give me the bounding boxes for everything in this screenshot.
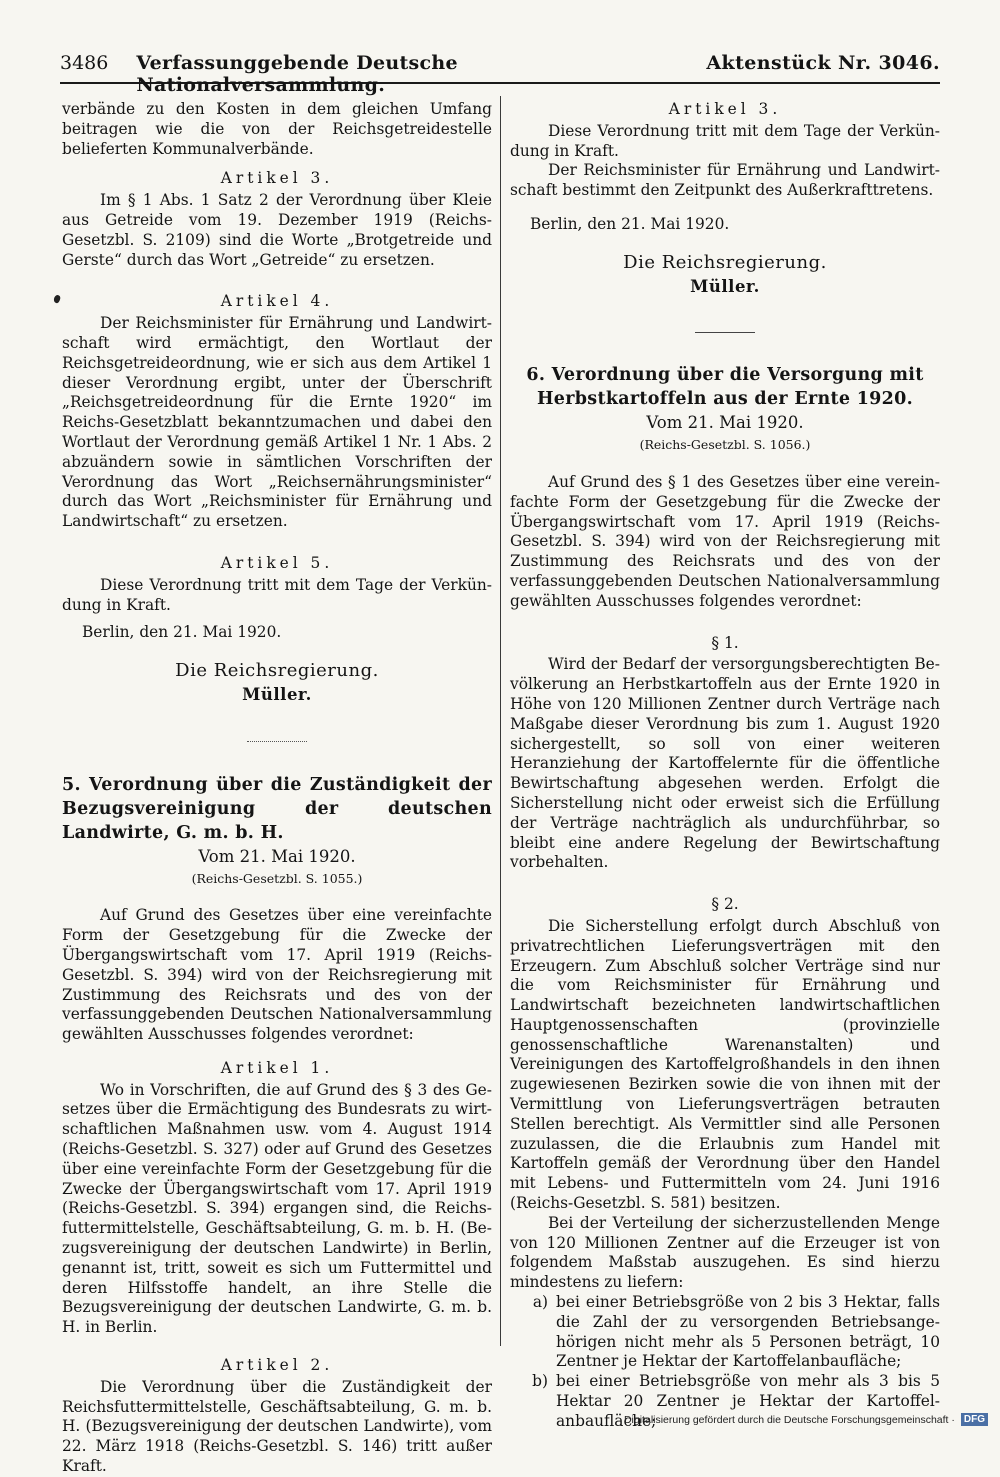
- page-number: 3486: [60, 52, 109, 74]
- article-text: Der Reichsminister für Ernährung und Landwirtschaft wird ermächtigt, den Wortlaut der Reichsgetreideordnung, wie er sich aus dem Artikel 1 dieser Verordnung ergibt, unter der Überschrift „Reichsgetreideordnung für die Ernte 1920“ im Reichs-Gesetzblatt bekanntzumachen und dabei den Wortlaut der Verordnung gemäß Artikel 1 Nr. 1 Abs. 2 abzuändern sowie in sämtlichen Vorschriften der Verordnung das Wort „Reichsernährungsminister“ durch das Wort „Reichsminister für Ernährung und Landwirtschaft“ zu ersetzen.: [62, 314, 492, 531]
- list-item-label: b): [532, 1372, 548, 1391]
- section-date: Vom 21. Mai 1920.: [198, 846, 356, 866]
- gazette-reference: (Reichs-Gesetzbl. S. 1055.): [191, 870, 363, 886]
- paragraph-text: Bei der Verteilung der sicherzustellenden Menge von 120 Millionen Zentner auf die Erzeuger ist von folgendem Maßstab auszugehen. Es sind hierzu mindestens zu liefern:: [510, 1213, 940, 1292]
- paragraph-heading: § 2.: [711, 895, 739, 914]
- article-heading: Artikel 4.: [220, 292, 334, 311]
- article-text: Im § 1 Abs. 1 Satz 2 der Verordnung über Kleie aus Getreide vom 19. Dezember 1919 (Reichs-Gesetzbl. S. 2109) sind die Worte „Brotgetreide und Gerste“ durch das Wort „Getreide“ zu ersetzen.: [62, 191, 492, 269]
- date-line: Berlin, den 21. Mai 1920.: [82, 623, 282, 642]
- list-item: [510, 1293, 940, 1372]
- article-text: Diese Verordnung tritt mit dem Tage der Verkündung in Kraft.: [510, 121, 940, 160]
- article-text: Diese Verordnung tritt mit dem Tage der Verkündung in Kraft.: [62, 575, 492, 614]
- section-title: 5. Verordnung über die Zuständigkeit der Bezugsvereinigung der deutschen Landwirte, G. m. b. H.: [62, 774, 492, 843]
- list-item-text: bei einer Betriebsgröße von mehr als 3 bis 5 Hektar 20 Zentner je Hektar der Kartoffelanbaufläche;: [556, 1372, 940, 1430]
- continuation-text: verbände zu den Kosten in dem gleichen Umfang beitragen wie die von der Reichsgetreidestelle belieferten Kommunalverbände.: [62, 100, 492, 158]
- page-header: [60, 52, 940, 96]
- article-text: Die Verordnung über die Zuständigkeit der Reichsfuttermittelstelle, Geschäftsabteilung, G. m. b. H. (Bezugsvereinigung der deutschen Landwirte), vom 22. März 1918 (Reichs-Gesetzbl. S. 146) tritt außer Kraft.: [62, 1377, 492, 1476]
- paragraph-text: Die Sicherstellung erfolgt durch Abschluß von privatrechtlichen Lieferungsverträgen mit den Erzeugern. Zum Abschluß solcher Verträge sind nur die vom Reichsminister für Ernährung und Landwirtschaft bezeichneten landwirtschaftlichen Hauptgenossenschaften (provinzielle genossenschaftliche Warenanstalten) und Vereinigungen des Kartoffelgroßhandels in den ihnen zugewiesenen Bezirken sowie die von ihnen mit der Vermittlung von Lieferungsverträgen betrauten Stellen berechtigt. Als Vermittler sind alle Personen zuzulassen, die die Erlaubnis zum Handel mit Kartoffeln gemäß der Verordnung über den Handel mit Lebens- und Futtermitteln vom 24. Juni 1916 (Reichs-Gesetzbl. S. 581) besitzen.: [510, 916, 940, 1213]
- signatory: Müller.: [242, 684, 312, 704]
- dfg-logo: DFG: [961, 1413, 988, 1426]
- footer-text: Digitalisierung gefördert durch die Deutsche Forschungsgemeinschaft ·: [623, 1413, 955, 1426]
- paragraph-text: Wird der Bedarf der versorgungsberechtigten Bevölkerung an Herbstkartoffeln aus der Ernte 1920 in Höhe von 120 Millionen Zentner durch Verträge nach Maßgabe dieser Verordnung bis zum 1. August 1920 sichergestellt, so soll von einer weiteren Heranziehung der Kartoffelernte für die öffentliche Bewirtschaftung abgesehen werden. Erfolgt die Sicherstellung nicht oder erweist sich die Erfüllung der Verträge nachträglich als undurchführbar, so bleibt eine andere Regelung der Bewirtschaftung vorbehalten.: [510, 655, 940, 872]
- list-item-text: bei einer Betriebsgröße von 2 bis 3 Hektar, falls die Zahl der zu versorgenden Betriebsangehörigen nicht mehr als 5 Personen beträgt, 10 Zentner je Hektar der Kartoffelanbaufläche;: [556, 1293, 940, 1371]
- article-text: Wo in Vorschriften, die auf Grund des § 3 des Gesetzes über die Ermächtigung des Bundesrats zu wirtschaftlichen Maßnahmen usw. vom 4. August 1914 (Reichs-Gesetzbl. S. 327) oder auf Grund des Gesetzes über eine vereinfachte Form der Gesetzgebung für die Zwecke der Übergangswirtschaft vom 17. April 1919 (Reichs-Gesetzbl. S. 394) ergangen sind, die Reichsfuttermittelstelle, Geschäftsabteilung, G. m. b. H. (Bezugsvereinigung der deutschen Landwirte) in Berlin, genannt ist, tritt, soweit es sich um Futtermittel und deren Hilfsstoffe handelt, an ihre Stelle die Bezugsvereinigung der deutschen Landwirte, G. m. b. H. in Berlin.: [62, 1080, 492, 1337]
- article-text: Der Reichsminister für Ernährung und Landwirtschaft bestimmt den Zeitpunkt des Außerkrafttretens.: [510, 161, 940, 200]
- article-heading: Artikel 3.: [668, 100, 782, 118]
- article-heading: Artikel 5.: [220, 553, 334, 572]
- section-date: Vom 21. Mai 1920.: [646, 413, 804, 433]
- section-title: 6. Verordnung über die Versorgung mit Herbstkartoffeln aus der Ernte 1920.: [526, 365, 924, 410]
- signatory: Müller.: [690, 276, 760, 296]
- column-divider: [500, 96, 501, 1346]
- section-separator: [695, 332, 755, 333]
- left-column: [62, 100, 492, 1477]
- date-line: Berlin, den 21. Mai 1920.: [530, 214, 730, 233]
- publication-title: Verfassunggebende Deutsche Nationalversammlung.: [136, 52, 458, 96]
- government-signature: Die Reichsregierung.: [623, 251, 827, 273]
- government-signature: Die Reichsregierung.: [175, 660, 379, 682]
- preamble: Auf Grund des § 1 des Gesetzes über eine vereinfachte Form der Gesetzgebung für die Zwecke der Übergangswirtschaft vom 17. April 1919 (Reichs-Gesetzbl. S. 394) wird von der Reichsregierung mit Zustimmung des Reichsrats und des von der verfassunggebenden Deutschen Nationalversammlung gewählten Ausschusses folgendes verordnet:: [510, 472, 940, 610]
- gazette-reference: (Reichs-Gesetzbl. S. 1056.): [639, 437, 811, 453]
- ink-mark: [53, 294, 62, 304]
- list-item-label: a): [532, 1293, 548, 1312]
- preamble: Auf Grund des Gesetzes über eine vereinfachte Form der Gesetzgebung für die Zwecke der Übergangswirtschaft vom 17. April 1919 (Reichs-Gesetzbl. S. 394) wird von der Reichsregierung mit Zustimmung des Reichsrats und des von der verfassunggebenden Deutschen Nationalversammlung gewählten Ausschusses folgendes verordnet:: [62, 906, 492, 1044]
- section-separator: [247, 741, 307, 743]
- document-reference: Aktenstück Nr. 3046.: [706, 52, 940, 74]
- article-heading: Artikel 3.: [220, 169, 334, 188]
- paragraph-heading: § 1.: [711, 633, 739, 652]
- article-heading: Artikel 2.: [220, 1356, 334, 1375]
- right-column: [510, 100, 940, 1432]
- digitization-footer: [624, 1413, 988, 1426]
- article-heading: Artikel 1.: [220, 1058, 334, 1077]
